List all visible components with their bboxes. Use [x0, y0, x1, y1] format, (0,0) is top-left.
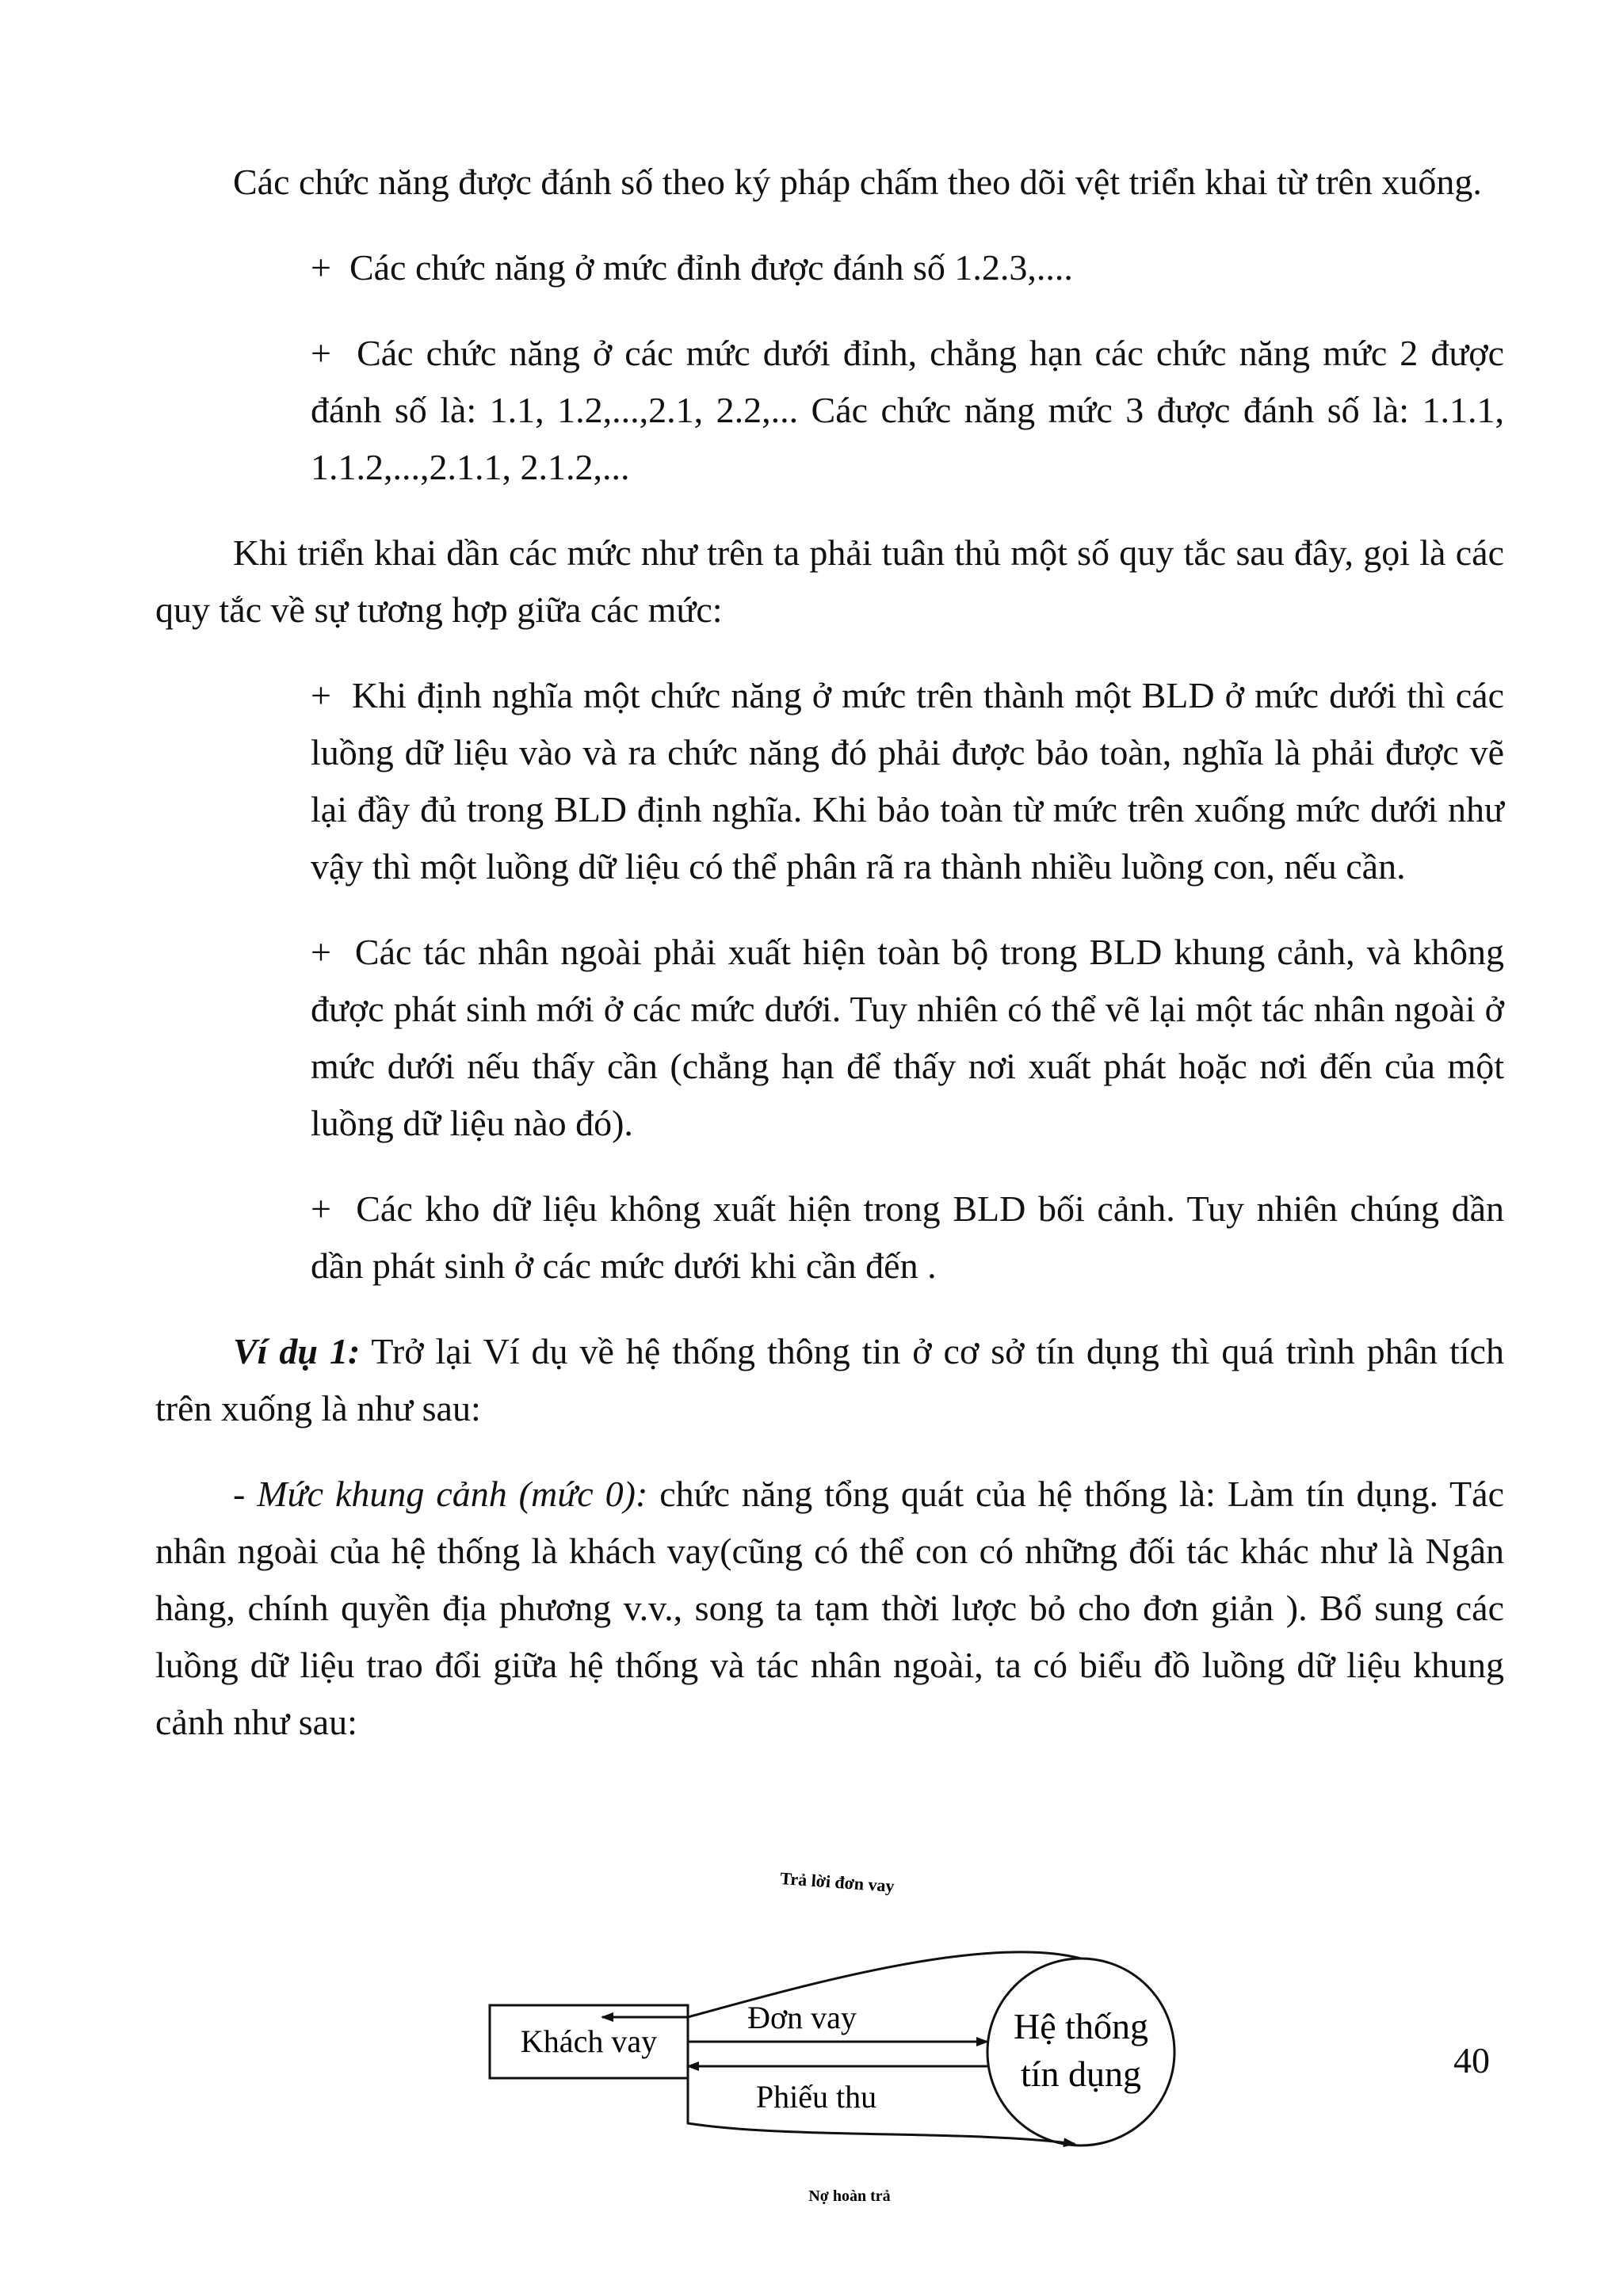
example-label: Ví dụ 1: — [233, 1331, 361, 1371]
paragraph-numbering: Các chức năng được đánh số theo ký pháp chấm theo dõi vệt triển khai từ trên xuống. — [233, 162, 1482, 202]
bullet-rule-flows: + Khi định nghĩa một chức năng ở mức trên thành một BLD ở mức dưới thì các luồng dữ liệu vào và ra chức năng đó phải được bảo toàn, nghĩa là phải được vẽ lại đầy đủ trong BLD định nghĩa. Khi bảo toàn từ mức trên xuống mức dưới như vậy thì một luồng dữ liệu có thể phân rã ra thành nhiều luồng con, nếu cần. — [311, 675, 1504, 887]
paragraph-context-level: - Mức khung cảnh (mức 0): chức năng tổng quát của hệ thống là: Làm tín dụng. Tác nhân ngoài của hệ thống là khách vay(cũng có thể con có những đối tác khác như là Ngân hàng, chính quyền địa phương v.v., song ta tạm thời lược bỏ cho đơn giản ). Bổ sung các luồng dữ liệu trao đổi giữa hệ thống và tác nhân ngoài, ta có biểu đồ luồng dữ liệu khung cảnh như sau: — [155, 1474, 1504, 1742]
process-label-line1: Hệ thống — [1014, 2006, 1148, 2046]
process-label-line2: tín dụng — [1020, 2054, 1142, 2094]
paragraph-example: Ví dụ 1: Trở lại Ví dụ về hệ thống thông tin ở cơ sở tín dụng thì quá trình phân tích trên xuống là như sau: — [155, 1331, 1504, 1428]
bullet-marker: + — [311, 333, 331, 373]
page-number: 40 — [1453, 2040, 1490, 2081]
flow-label-application: Đơn vay — [747, 2000, 857, 2035]
bullet-marker: + — [311, 675, 331, 715]
flow-label-repayment: Nợ hoàn trả — [808, 2187, 891, 2205]
bullet-rule-data-stores: + Các kho dữ liệu không xuất hiện trong BLD bối cảnh. Tuy nhiên chúng dần dần phát sinh ở các mức dưới khi cần đến . — [311, 1188, 1505, 1286]
bullet-marker: + — [311, 1188, 331, 1229]
external-entity-label: Khách vay — [520, 2023, 658, 2059]
bullet-rule-external-agents: + Các tác nhân ngoài phải xuất hiện toàn bộ trong BLD khung cảnh, và không được phát sinh mới ở các mức dưới. Tuy nhiên có thể vẽ lại một tác nhân ngoài ở mức dưới nếu thấy cần (chẳng hạn để thấy nơi xuất phát hoặc nơi đến của một luồng dữ liệu nào đó). — [311, 932, 1505, 1143]
bullet-top-level: + Các chức năng ở mức đỉnh được đánh số 1.2.3,.... — [311, 247, 1073, 288]
context-level-label: - Mức khung cảnh (mức 0): — [233, 1474, 648, 1514]
paragraph-rules-intro: Khi triển khai dần các mức như trên ta phải tuân thủ một số quy tắc sau đây, gọi là các quy tắc về sự tương hợp giữa các mức: — [155, 532, 1504, 630]
process-circle — [987, 1958, 1174, 2145]
flow-label-receipt: Phiếu thu — [755, 2079, 877, 2115]
bullet-marker: + — [311, 932, 331, 972]
bullet-lower-levels: + Các chức năng ở các mức dưới đỉnh, chẳng hạn các chức năng mức 2 được đánh số là: 1.1, 1.2,...,2.1, 2.2,... Các chức năng mức 3 được đánh số là: 1.1.1, 1.1.2,...,2.1.1, 2.1.2,... — [311, 333, 1505, 487]
flow-label-reply: Trả lời đơn vay — [779, 1868, 896, 1897]
bullet-marker: + — [311, 247, 331, 288]
